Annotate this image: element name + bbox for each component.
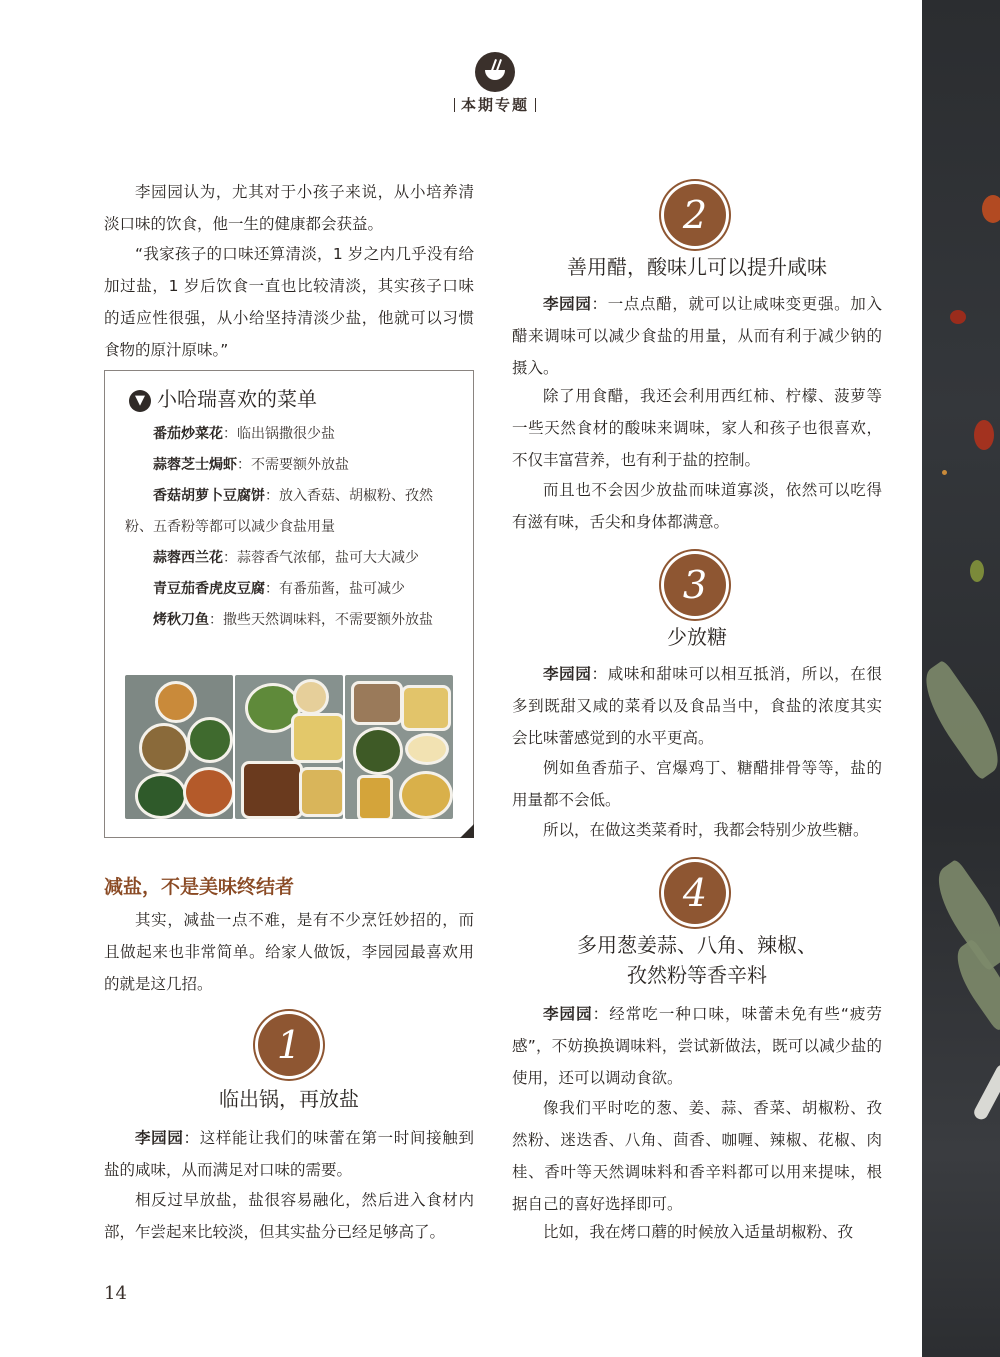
decorative-stone-strip [922,0,1000,1357]
food-photo [125,675,233,819]
tip-paragraph: 比如，我在烤口蘑的时候放入适量胡椒粉、孜 [543,1223,854,1241]
spoon-icon [972,1062,1000,1122]
tip-paragraph: 而且也不会因少放盐而味道寡淡，依然可以吃得有滋有味，舌尖和身体都满意。 [512,481,882,531]
corner-marker [460,824,474,838]
menu-item: 香菇胡萝卜豆腐饼：放入香菇、胡椒粉、孜然粉、五香粉等都可以减少食盐用量 [125,488,433,535]
tip-title: 多用葱姜蒜、八角、辣椒、 孜然粉等香辛料 [577,933,817,987]
tip-number-badge: 1 [258,1014,320,1076]
menu-item: 烤秋刀鱼：撒些天然调味料，不需要额外放盐 [153,612,433,628]
section-heading: 减盐，不是美味终结者 [104,876,295,898]
tip-number-badge: 2 [664,184,726,246]
menu-list [125,419,455,636]
tip-paragraph: 例如鱼香茄子、宫爆鸡丁、糖醋排骨等等，盐的用量都不会低。 [512,759,882,809]
tip-paragraph: 像我们平时吃的葱、姜、蒜、香菜、胡椒粉、孜然粉、迷迭香、八角、茴香、咖喱、辣椒、花椒、肉桂、香叶等天然调味料和香辛料都可以用来提味，根据自己的喜好选择即可。 [512,1099,882,1213]
sage-leaf-icon [922,659,1000,780]
tip-title: 少放糖 [667,625,727,649]
section-label: 本期专题 [440,94,550,115]
tip-paragraph: 李园园：一点点醋，就可以让咸味变更强。加入醋来调味可以减少食盐的用量，从而有利于减少钠的摄入。 [512,295,882,377]
tip-paragraph: 李园园：这样能让我们的味蕾在第一时间接触到盐的咸味，从而满足对口味的需要。 [104,1129,474,1179]
spice-crumb [982,195,1000,223]
tip-number-badge: 4 [664,862,726,924]
menu-item: 番茄炒菜花：临出锅撒很少盐 [153,426,335,442]
tip-paragraph: 李园园：经常吃一种口味，味蕾未免有些“疲劳感”，不妨换换调味料，尝试新做法，既可以减少盐的使用，还可以调动食欲。 [512,1005,882,1087]
tip-title: 临出锅，再放盐 [219,1087,359,1111]
spice-crumb [950,310,966,324]
page-number: 14 [104,1283,127,1304]
food-photo [235,675,343,819]
intro-paragraph: 李园园认为，尤其对于小孩子来说，从小培养清淡口味的饮食，他一生的健康都会获益。 [104,183,474,233]
spice-crumb [942,470,947,475]
menu-item: 蒜蓉西兰花：蒜蓉香气浓郁，盐可大大减少 [153,550,419,566]
tip-paragraph: 所以，在做这类菜肴时，我都会特别少放些糖。 [543,821,869,839]
spice-crumb [974,420,994,450]
tip-title: 善用醋，酸味儿可以提升咸味 [567,255,827,279]
tip-number-badge: 3 [664,554,726,616]
menu-item: 蒜蓉芝士焗虾：不需要额外放盐 [153,457,349,473]
tip-paragraph: 相反过早放盐，盐很容易融化，然后进入食材内部，乍尝起来比较淡，但其实盐分已经足够高了。 [104,1191,474,1241]
quote-paragraph: “我家孩子的口味还算清淡，1 岁之内几乎没有给加过盐，1 岁后饮食一直也比较清淡，其实孩子口味的适应性很强，从小给坚持清淡少盐，他就可以习惯食物的原汁原味。” [104,245,474,359]
menu-item: 青豆茄香虎皮豆腐：有番茄酱，盐可减少 [153,581,405,597]
bowl-logo-icon [475,52,515,92]
menu-title: ▼ 小哈瑞喜欢的菜单 [129,383,317,412]
tip-paragraph: 李园园：咸味和甜味可以相互抵消，所以，在很多到既甜又咸的菜肴以及食品当中，食盐的浓度其实会比味蕾感觉到的水平更高。 [512,665,882,747]
heading-paragraph: 其实，减盐一点不难，是有不少烹饪妙招的，而且做起来也非常简单。给家人做饭，李园园最喜欢用的就是这几招。 [104,911,474,993]
tip-paragraph: 除了用食醋，我还会利用西红柿、柠檬、菠萝等一些天然食材的酸味来调味，家人和孩子也很喜欢，不仅丰富营养，也有利于盐的控制。 [512,387,882,469]
food-photo [345,675,453,819]
spice-crumb [970,560,984,582]
chevron-down-icon: ▼ [129,390,151,412]
